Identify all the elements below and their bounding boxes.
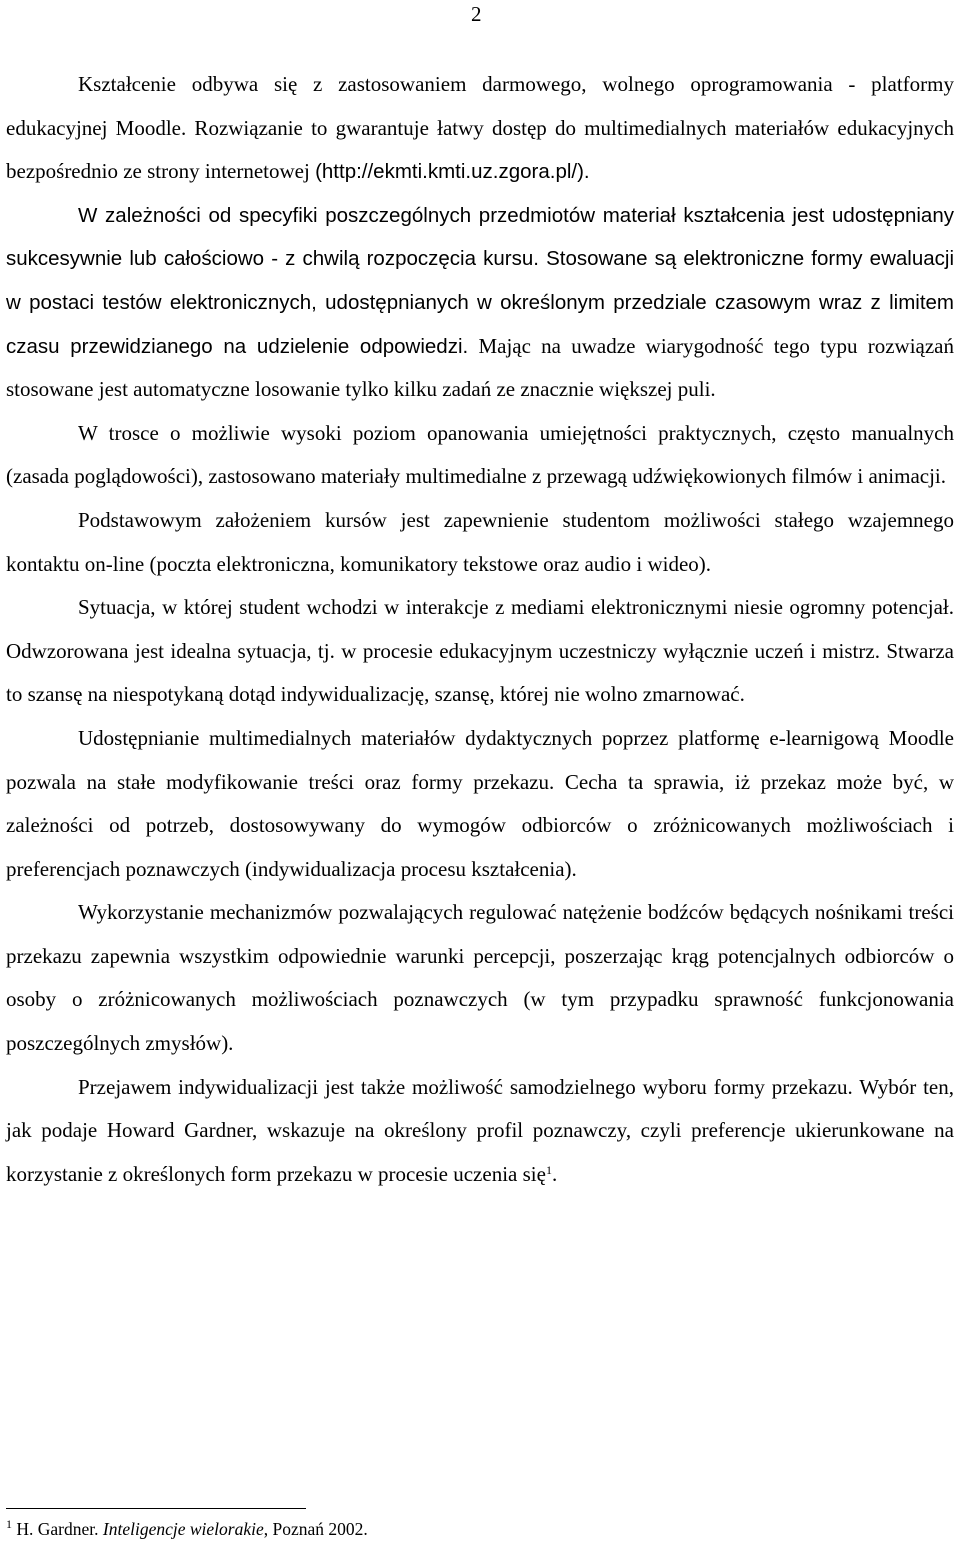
footnote-book-title: Inteligencje wielorakie bbox=[102, 1519, 264, 1539]
paragraph-end: . bbox=[551, 1161, 558, 1186]
paragraph-stimuli-regulation: Wykorzystanie mechanizmów pozwalających regulować natężenie bodźców będących nośnikami treści przekazu zapewnia wszystkim odpowiednie warunki percepcji, poszerzając krąg potencjalnych odbiorców o osoby o zróżnicowanych możliwościach poznawczych (w tym przypadku sprawność funkcjonowania poszczególnych zmysłów). bbox=[6, 900, 954, 1056]
body-text bbox=[6, 63, 954, 1196]
footnote bbox=[6, 1517, 946, 1541]
paragraph-interaction-potential: Sytuacja, w której student wchodzi w interakcje z mediami elektronicznymi niesie ogromny potencjał. Odwzorowana jest idealna sytuacja, tj. w procesie edukacyjnym uczestniczy wyłącznie uczeń i mistrz. Stwarza to szansę na niespotykaną dotąd indywidualizację, szansę, której nie wolno zmarnować. bbox=[6, 595, 954, 707]
footnote-publication: , Poznań 2002. bbox=[263, 1519, 368, 1539]
course-url: (http://ekmti.kmti.uz.zgora.pl/). bbox=[315, 160, 590, 184]
paragraph-text-sans: W zależności od specyfiki poszczególnych przedmiotów materiał kształcenia jest udostępniany sukcesywnie lub całościowo - z chwilą rozpoczęcia kursu. bbox=[6, 203, 954, 271]
paragraph-materials-evaluation bbox=[6, 194, 954, 412]
footnote-marker: 1 bbox=[6, 1517, 12, 1531]
paragraph-text-evaluation: Stosowane są elektroniczne formy ewaluacji w postaci testów elektronicznych, udostępnianych w określonym przedziale czasowym wraz z limitem czasu przewidzianego na udzielenie odpowiedzi. bbox=[6, 247, 954, 358]
paragraph-text: Kształcenie odbywa się z zastosowaniem darmowego, wolnego oprogramowania - platformy edukacyjnej Moodle. Rozwiązanie to gwarantuje łatwy dostęp do multimedialnych materiałów edukacyjnych bezpośrednio ze strony internetowej bbox=[6, 72, 954, 184]
paragraph-online-contact: Podstawowym założeniem kursów jest zapewnienie studentom możliwości stałego wzajemnego kontaktu on-line (poczta elektroniczna, komunikatory tekstowe oraz audio i wideo). bbox=[6, 507, 954, 576]
paragraph-text: Przejawem indywidualizacji jest także możliwość samodzielnego wyboru formy przekazu. Wybór ten, jak podaje Howard Gardner, wskazuje na określony profil poznawczy, czyli preferencje ukierunkowane na korzystanie z określonych form przekazu w procesie uczenia się bbox=[6, 1074, 954, 1186]
paragraph-text-tail: Mając na uwadze wiarygodność tego typu rozwiązań stosowane jest automatyczne losowanie tylko kilku zadań ze znacznie większej puli. bbox=[6, 333, 954, 402]
paragraph-individualization bbox=[6, 1066, 954, 1197]
footnote-author: H. Gardner. bbox=[12, 1519, 103, 1539]
paragraph-practical-skills: W trosce o możliwie wysoki poziom opanowania umiejętności praktycznych, często manualnych (zasada poglądowości), zastosowano materiały multimedialne z przewagą udźwiękowionych filmów i animacji. bbox=[6, 420, 954, 489]
page-number: 2 bbox=[471, 2, 482, 26]
paragraph-moodle-platform bbox=[6, 63, 954, 194]
paragraph-content-modification: Udostępnianie multimedialnych materiałów dydaktycznych poprzez platformę e-learnigową Moodle pozwala na stałe modyfikowanie treści oraz formy przekazu. Cecha ta sprawia, iż przekaz może być, w zależności od potrzeb, dostosowywany do wymogów odbiorców o zróżnicowanych możliwościach i preferencjach poznawczych (indywidualizacja procesu kształcenia). bbox=[6, 725, 954, 881]
footnote-reference: 1 bbox=[545, 1162, 552, 1177]
footnote-separator bbox=[6, 1508, 306, 1509]
